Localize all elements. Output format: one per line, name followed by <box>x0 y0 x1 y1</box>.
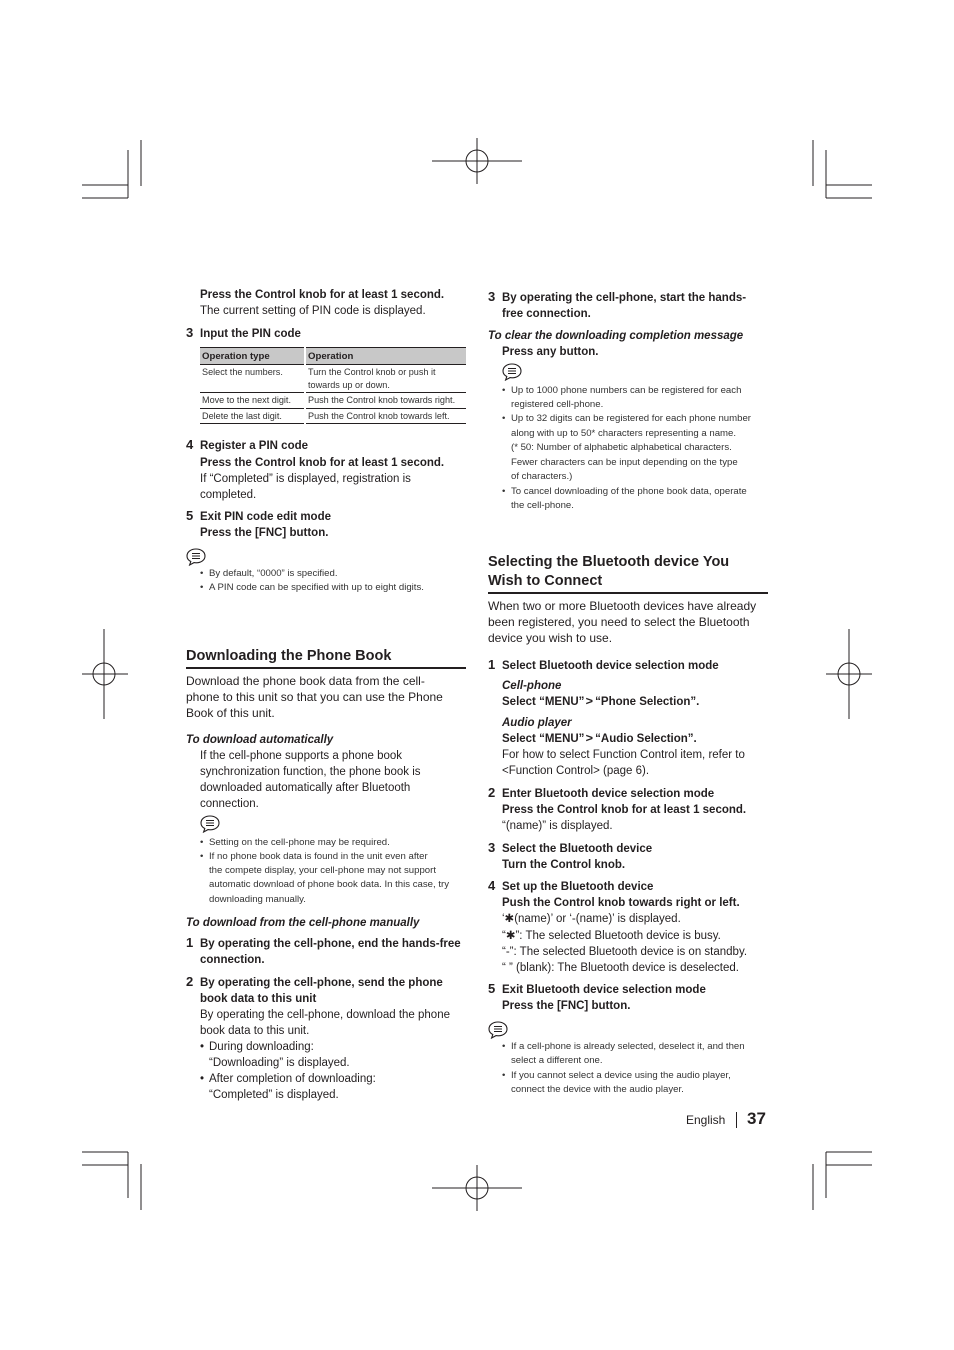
body-line: downloaded automatically after Bluetooth <box>200 782 411 794</box>
menu-path-start: Select “MENU” <box>502 696 585 708</box>
note-bullet: • <box>200 837 204 848</box>
step-number: 3 <box>488 840 496 855</box>
list-bullet: • <box>200 1073 205 1085</box>
note-text: select a different one. <box>511 1055 603 1066</box>
heading-rule <box>186 667 466 669</box>
step-title: free connection. <box>502 308 591 320</box>
step-title: Select Bluetooth device selection mode <box>502 660 719 672</box>
step-title: By operating the cell-phone, end the hands-free <box>200 938 461 950</box>
step-number: 1 <box>186 935 194 950</box>
note-text: downloading manually. <box>209 894 306 905</box>
note-text: If you cannot select a device using the audio player, <box>511 1070 731 1081</box>
body-line: “✱”: The selected Bluetooth device is busy. <box>502 930 721 942</box>
page-number: 37 <box>747 1109 766 1128</box>
note-bullet: • <box>502 385 506 396</box>
table-cell: Select the numbers. <box>200 365 305 393</box>
step-number: 3 <box>186 325 194 340</box>
menu-path-start: Select “MENU” <box>502 733 585 745</box>
intro-line: phone to this unit so that you can use the Phone <box>186 690 443 704</box>
body-line: connection. <box>200 798 259 810</box>
table-row <box>200 408 466 424</box>
body-line: “ ” (blank): The Bluetooth device is deselected. <box>502 962 739 974</box>
step-title: Input the PIN code <box>200 328 301 340</box>
body-line: By operating the cell-phone, download the phone <box>200 1009 450 1021</box>
table-cell: Push the Control knob towards left. <box>305 408 466 424</box>
step-title: Register a PIN code <box>200 440 309 452</box>
note-text: (* 50: Number of alphabetic alphabetical characters. <box>511 442 732 453</box>
step-number: 4 <box>488 878 496 893</box>
body-line: ‘✱(name)’ or ‘-(name)’ is displayed. <box>502 913 681 925</box>
menu-path <box>502 694 699 710</box>
body-line: synchronization function, the phone book is <box>200 766 421 778</box>
body-line: <Function Control> (page 6). <box>502 765 650 777</box>
table-cell: Push the Control knob towards right. <box>305 393 466 409</box>
note-text: of characters.) <box>511 471 573 482</box>
note-text: If a cell-phone is already selected, deselect it, and then <box>511 1041 745 1052</box>
list-item: “Downloading” is displayed. <box>209 1057 350 1069</box>
menu-path-end: “Audio Selection”. <box>595 733 697 745</box>
note-text: Setting on the cell-phone may be required. <box>209 837 390 848</box>
intro-line: Book of this unit. <box>186 706 275 720</box>
table-row <box>200 393 466 409</box>
memo-note-icon <box>488 1021 508 1039</box>
step-subtitle: Push the Control knob towards right or left. <box>502 897 740 909</box>
note-text: the cell-phone. <box>511 500 574 511</box>
note-text: Up to 32 digits can be registered for each phone number <box>511 413 751 424</box>
intro-line: been registered, you need to select the Bluetooth <box>488 615 750 629</box>
table-cell: Turn the Control knob or push it towards up or down. <box>305 365 466 393</box>
note-text: automatic download of phone book data. In this case, try <box>209 879 449 890</box>
note-text: along with up to 50* characters representing a name. <box>511 428 737 439</box>
step-text: If “Completed” is displayed, registration is <box>200 473 411 485</box>
table-cell: Move to the next digit. <box>200 393 305 409</box>
step-number: 4 <box>186 437 194 452</box>
intro-line: Download the phone book data from the cell- <box>186 674 425 688</box>
chevron-right-icon: > <box>586 733 594 745</box>
step-subtitle: Press the Control knob for at least 1 second. <box>200 457 445 469</box>
table-cell: Delete the last digit. <box>200 408 305 424</box>
table-header: Operation type <box>200 348 305 365</box>
list-item: After completion of downloading: <box>209 1073 376 1085</box>
step-title: Exit PIN code edit mode <box>200 511 331 523</box>
step-subtitle: Press the [FNC] button. <box>502 1000 631 1012</box>
step-number: 1 <box>488 657 496 672</box>
body-line: If the cell-phone supports a phone book <box>200 750 403 762</box>
section-heading-select: Wish to Connect <box>488 573 603 589</box>
instruction-text: The current setting of PIN code is displayed. <box>200 305 426 317</box>
note-text: By default, “0000” is specified. <box>209 568 338 579</box>
step-title: Set up the Bluetooth device <box>502 881 654 893</box>
subsection-title: To clear the downloading completion message <box>488 330 744 342</box>
intro-line: When two or more Bluetooth devices have already <box>488 599 757 613</box>
step-number: 2 <box>488 785 496 800</box>
footer-language: English <box>686 1113 726 1127</box>
body-line: For how to select Function Control item, refer to <box>502 749 745 761</box>
note-bullet: • <box>502 486 506 497</box>
step-subtitle: Press the Control knob for at least 1 second. <box>502 804 747 816</box>
step-title: By operating the cell-phone, send the phone <box>200 977 443 989</box>
step-title: Enter Bluetooth device selection mode <box>502 788 715 800</box>
heading-rule <box>488 592 768 594</box>
memo-note-icon <box>186 548 206 566</box>
section-heading-select: Selecting the Bluetooth device You <box>488 554 730 570</box>
device-label: Cell-phone <box>502 680 562 692</box>
table-row <box>200 365 466 393</box>
step-text: completed. <box>200 489 257 501</box>
menu-path <box>502 731 697 747</box>
note-bullet: • <box>502 413 506 424</box>
note-text: connect the device with the audio player. <box>511 1084 684 1095</box>
footer-divider <box>736 1112 737 1128</box>
instruction-press-knob: Press the Control knob for at least 1 second. <box>200 289 445 301</box>
step-number: 3 <box>488 289 496 304</box>
step-subtitle: Press the [FNC] button. <box>200 527 329 539</box>
list-bullet: • <box>200 1041 205 1053</box>
body-line: “-”: The selected Bluetooth device is on standby. <box>502 946 748 958</box>
device-label: Audio player <box>502 717 572 729</box>
list-item: “Completed” is displayed. <box>209 1089 339 1101</box>
note-bullet: • <box>200 851 204 862</box>
step-title: Select the Bluetooth device <box>502 843 653 855</box>
memo-note-icon <box>502 363 522 381</box>
section-heading-download: Downloading the Phone Book <box>186 648 392 664</box>
step-title: connection. <box>200 954 265 966</box>
note-bullet: • <box>502 1041 506 1052</box>
pin-operation-table <box>200 347 466 424</box>
step-number: 2 <box>186 974 194 989</box>
step-title: book data to this unit <box>200 993 317 1005</box>
intro-line: device you wish to use. <box>488 631 613 645</box>
subsection-title: To download automatically <box>186 734 334 746</box>
note-bullet: • <box>200 582 204 593</box>
subsection-title: To download from the cell-phone manually <box>186 917 420 929</box>
step-number: 5 <box>186 508 194 523</box>
list-item: During downloading: <box>209 1041 314 1053</box>
step-subtitle: Press any button. <box>502 346 599 358</box>
memo-note-icon <box>200 815 220 833</box>
note-text: A PIN code can be specified with up to eight digits. <box>209 582 424 593</box>
step-title: Exit Bluetooth device selection mode <box>502 984 706 996</box>
note-bullet: • <box>502 1070 506 1081</box>
step-title: By operating the cell-phone, start the hands- <box>502 292 747 304</box>
note-text: To cancel downloading of the phone book data, operate <box>511 486 747 497</box>
menu-path-end: “Phone Selection”. <box>595 696 700 708</box>
note-text: Fewer characters can be input depending on the type <box>511 457 738 468</box>
note-text: the compete display, your cell-phone may not support <box>209 865 436 876</box>
chevron-right-icon: > <box>586 696 594 708</box>
note-text: registered cell-phone. <box>511 399 604 410</box>
note-text: Up to 1000 phone numbers can be registered for each <box>511 385 742 396</box>
note-text: If no phone book data is found in the unit even after <box>209 851 428 862</box>
table-header: Operation <box>305 348 466 365</box>
step-number: 5 <box>488 981 496 996</box>
note-bullet: • <box>200 568 204 579</box>
body-line: “(name)” is displayed. <box>502 820 613 832</box>
body-line: book data to this unit. <box>200 1025 310 1037</box>
step-subtitle: Turn the Control knob. <box>502 859 626 871</box>
